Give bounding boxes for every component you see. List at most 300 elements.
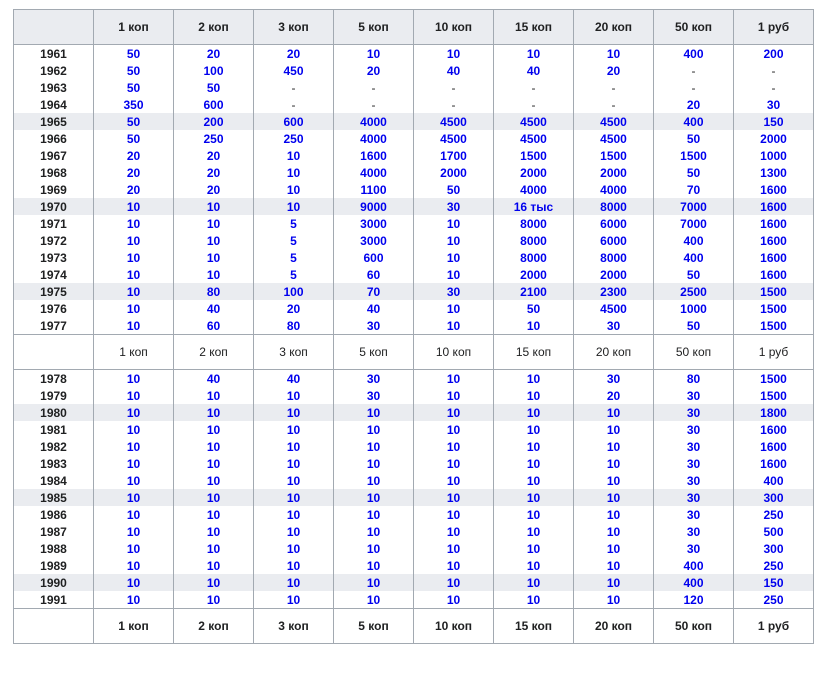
- price-cell: -: [494, 96, 574, 113]
- price-cell: 80: [254, 317, 334, 335]
- price-cell: 10: [414, 45, 494, 63]
- price-cell: 2000: [574, 164, 654, 181]
- year-cell: 1976: [14, 300, 94, 317]
- price-cell: 250: [254, 130, 334, 147]
- price-cell: 20: [94, 164, 174, 181]
- price-cell: 1100: [334, 181, 414, 198]
- table-section-1978-1991: [14, 370, 814, 609]
- denomination-footer: 3 коп: [254, 609, 334, 644]
- price-cell: 20: [574, 62, 654, 79]
- price-cell: -: [734, 79, 814, 96]
- price-cell: 9000: [334, 198, 414, 215]
- mid-header-section: [14, 335, 814, 370]
- table-row: [14, 164, 814, 181]
- price-cell: 10: [414, 421, 494, 438]
- year-cell: 1977: [14, 317, 94, 335]
- price-cell: -: [574, 79, 654, 96]
- price-cell: -: [654, 79, 734, 96]
- price-cell: 1000: [654, 300, 734, 317]
- header-row: [14, 10, 814, 45]
- price-cell: 1600: [734, 455, 814, 472]
- table-row: [14, 370, 814, 388]
- price-cell: 10: [254, 455, 334, 472]
- table-row: [14, 96, 814, 113]
- price-cell: 10: [574, 455, 654, 472]
- price-cell: 10: [174, 523, 254, 540]
- price-cell: -: [334, 79, 414, 96]
- year-cell: 1962: [14, 62, 94, 79]
- price-cell: 600: [334, 249, 414, 266]
- price-cell: 10: [414, 455, 494, 472]
- price-cell: 10: [494, 540, 574, 557]
- price-cell: 50: [94, 45, 174, 63]
- table-row: [14, 45, 814, 63]
- denomination-footer: 15 коп: [494, 609, 574, 644]
- price-cell: 10: [94, 232, 174, 249]
- table-row: [14, 113, 814, 130]
- price-cell: 50: [94, 113, 174, 130]
- price-cell: 4500: [494, 130, 574, 147]
- price-cell: 10: [494, 489, 574, 506]
- table-row: [14, 506, 814, 523]
- price-cell: 10: [574, 506, 654, 523]
- denomination-header: 2 коп: [174, 10, 254, 45]
- price-cell: 20: [654, 96, 734, 113]
- price-cell: 500: [734, 523, 814, 540]
- price-cell: 50: [94, 79, 174, 96]
- price-cell: 10: [254, 147, 334, 164]
- price-cell: 10: [94, 540, 174, 557]
- price-cell: 10: [174, 215, 254, 232]
- price-cell: 100: [174, 62, 254, 79]
- price-cell: 10: [174, 506, 254, 523]
- table-row: [14, 421, 814, 438]
- year-cell: 1989: [14, 557, 94, 574]
- year-cell: 1964: [14, 96, 94, 113]
- table-row: [14, 404, 814, 421]
- price-cell: 5: [254, 215, 334, 232]
- price-cell: 10: [574, 523, 654, 540]
- price-cell: -: [414, 79, 494, 96]
- table-row: [14, 472, 814, 489]
- year-cell: 1991: [14, 591, 94, 609]
- denomination-header: 50 коп: [654, 10, 734, 45]
- price-cell: 2500: [654, 283, 734, 300]
- price-cell: 10: [494, 574, 574, 591]
- year-cell: 1983: [14, 455, 94, 472]
- denomination-header: 15 коп: [494, 10, 574, 45]
- price-cell: 10: [254, 557, 334, 574]
- price-cell: 10: [414, 574, 494, 591]
- denomination-footer: 1 руб: [734, 609, 814, 644]
- price-cell: -: [414, 96, 494, 113]
- price-cell: 10: [494, 404, 574, 421]
- table-row: [14, 387, 814, 404]
- price-cell: 10: [334, 472, 414, 489]
- table-row: [14, 574, 814, 591]
- year-cell: 1961: [14, 45, 94, 63]
- price-cell: 10: [174, 421, 254, 438]
- price-cell: 3000: [334, 232, 414, 249]
- price-cell: 1600: [734, 181, 814, 198]
- price-cell: 10: [414, 387, 494, 404]
- price-cell: 4500: [414, 113, 494, 130]
- price-cell: 8000: [574, 198, 654, 215]
- price-cell: 400: [654, 45, 734, 63]
- price-cell: 30: [734, 96, 814, 113]
- table-section-1961-1977: [14, 45, 814, 335]
- denomination-footer: 10 коп: [414, 609, 494, 644]
- year-cell: 1963: [14, 79, 94, 96]
- price-cell: 10: [414, 404, 494, 421]
- denomination-header: 5 коп: [334, 10, 414, 45]
- denomination-footer: 50 коп: [654, 609, 734, 644]
- price-cell: 120: [654, 591, 734, 609]
- price-cell: 7000: [654, 215, 734, 232]
- price-cell: 10: [494, 591, 574, 609]
- price-cell: 50: [94, 130, 174, 147]
- price-cell: 10: [334, 45, 414, 63]
- price-cell: 10: [94, 489, 174, 506]
- price-cell: 1300: [734, 164, 814, 181]
- price-cell: 4500: [414, 130, 494, 147]
- table-row: [14, 317, 814, 335]
- price-cell: 1500: [734, 370, 814, 388]
- price-cell: 10: [94, 421, 174, 438]
- price-cell: 400: [734, 472, 814, 489]
- price-cell: 1600: [734, 249, 814, 266]
- price-cell: 30: [414, 283, 494, 300]
- price-cell: 10: [254, 523, 334, 540]
- price-cell: 10: [334, 404, 414, 421]
- price-cell: 30: [654, 523, 734, 540]
- price-cell: 40: [414, 62, 494, 79]
- price-cell: 10: [174, 198, 254, 215]
- year-cell: 1984: [14, 472, 94, 489]
- price-cell: 10: [94, 215, 174, 232]
- price-cell: 10: [334, 540, 414, 557]
- price-cell: 10: [414, 249, 494, 266]
- price-cell: 50: [94, 62, 174, 79]
- price-cell: 1600: [334, 147, 414, 164]
- price-cell: 2000: [494, 164, 574, 181]
- table-row: [14, 215, 814, 232]
- price-cell: 10: [574, 404, 654, 421]
- price-cell: 10: [174, 266, 254, 283]
- price-cell: 8000: [494, 215, 574, 232]
- price-cell: -: [334, 96, 414, 113]
- year-cell: 1986: [14, 506, 94, 523]
- price-cell: 10: [254, 438, 334, 455]
- price-cell: 10: [254, 489, 334, 506]
- price-cell: 10: [414, 370, 494, 388]
- price-cell: 6000: [574, 215, 654, 232]
- table-row: [14, 438, 814, 455]
- price-cell: 10: [254, 181, 334, 198]
- year-header-cell: [14, 609, 94, 644]
- price-cell: 16 тыс: [494, 198, 574, 215]
- price-cell: 10: [254, 387, 334, 404]
- price-cell: 600: [174, 96, 254, 113]
- price-cell: 4000: [494, 181, 574, 198]
- table-row: [14, 181, 814, 198]
- price-cell: 10: [174, 249, 254, 266]
- price-cell: 8000: [494, 232, 574, 249]
- price-cell: 10: [574, 557, 654, 574]
- price-cell: 400: [654, 249, 734, 266]
- price-cell: 350: [94, 96, 174, 113]
- year-cell: 1982: [14, 438, 94, 455]
- price-cell: 10: [254, 591, 334, 609]
- price-cell: 450: [254, 62, 334, 79]
- year-cell: 1971: [14, 215, 94, 232]
- table-row: [14, 300, 814, 317]
- price-cell: 10: [174, 557, 254, 574]
- price-cell: 1600: [734, 232, 814, 249]
- price-cell: 600: [254, 113, 334, 130]
- price-cell: 400: [654, 232, 734, 249]
- price-cell: 10: [574, 45, 654, 63]
- price-cell: 20: [174, 164, 254, 181]
- denomination-label: 10 коп: [414, 335, 494, 370]
- price-cell: 10: [414, 540, 494, 557]
- price-cell: 2300: [574, 283, 654, 300]
- denomination-label: 50 коп: [654, 335, 734, 370]
- price-cell: 10: [94, 557, 174, 574]
- price-cell: 20: [574, 387, 654, 404]
- price-cell: 80: [654, 370, 734, 388]
- year-cell: 1969: [14, 181, 94, 198]
- price-cell: 10: [414, 591, 494, 609]
- price-cell: 10: [94, 370, 174, 388]
- price-cell: 30: [334, 317, 414, 335]
- year-cell: 1974: [14, 266, 94, 283]
- price-cell: 30: [654, 438, 734, 455]
- price-cell: 4000: [574, 181, 654, 198]
- denomination-header: 10 коп: [414, 10, 494, 45]
- price-cell: 400: [654, 574, 734, 591]
- price-cell: 150: [734, 574, 814, 591]
- price-cell: 10: [494, 557, 574, 574]
- price-cell: 50: [654, 317, 734, 335]
- denomination-footer: 2 коп: [174, 609, 254, 644]
- table-row: [14, 79, 814, 96]
- year-cell: 1990: [14, 574, 94, 591]
- price-cell: 30: [654, 387, 734, 404]
- price-cell: 10: [94, 317, 174, 335]
- price-cell: 150: [734, 113, 814, 130]
- price-cell: 10: [414, 523, 494, 540]
- price-cell: 2000: [734, 130, 814, 147]
- price-cell: 10: [174, 404, 254, 421]
- price-cell: 10: [494, 45, 574, 63]
- price-cell: 1600: [734, 198, 814, 215]
- price-cell: -: [574, 96, 654, 113]
- price-cell: 10: [334, 438, 414, 455]
- price-cell: 30: [654, 404, 734, 421]
- table-row: [14, 62, 814, 79]
- price-cell: 10: [494, 472, 574, 489]
- table-row: [14, 130, 814, 147]
- price-cell: 2100: [494, 283, 574, 300]
- price-cell: 2000: [414, 164, 494, 181]
- price-cell: 10: [94, 266, 174, 283]
- price-cell: 2000: [494, 266, 574, 283]
- price-cell: 10: [174, 574, 254, 591]
- price-cell: 10: [334, 557, 414, 574]
- price-cell: 20: [254, 300, 334, 317]
- price-cell: 400: [654, 557, 734, 574]
- price-cell: 10: [574, 438, 654, 455]
- price-cell: -: [654, 62, 734, 79]
- price-cell: 100: [254, 283, 334, 300]
- price-cell: 4500: [574, 113, 654, 130]
- price-cell: 40: [334, 300, 414, 317]
- price-cell: 8000: [494, 249, 574, 266]
- price-cell: 20: [174, 147, 254, 164]
- footer-row: [14, 609, 814, 644]
- price-cell: 8000: [574, 249, 654, 266]
- denomination-label: 2 коп: [174, 335, 254, 370]
- price-cell: 10: [254, 506, 334, 523]
- price-cell: 30: [654, 421, 734, 438]
- price-cell: -: [494, 79, 574, 96]
- price-cell: 10: [94, 438, 174, 455]
- price-cell: 200: [174, 113, 254, 130]
- table-row: [14, 523, 814, 540]
- price-cell: 20: [334, 62, 414, 79]
- price-cell: 10: [94, 283, 174, 300]
- price-cell: 30: [654, 472, 734, 489]
- price-cell: 10: [94, 300, 174, 317]
- price-cell: 10: [574, 540, 654, 557]
- price-cell: 10: [254, 421, 334, 438]
- price-cell: 10: [94, 591, 174, 609]
- year-header-cell: [14, 10, 94, 45]
- price-cell: 30: [654, 455, 734, 472]
- price-cell: -: [254, 96, 334, 113]
- price-cell: 1500: [734, 387, 814, 404]
- price-cell: 1600: [734, 421, 814, 438]
- price-cell: 10: [414, 472, 494, 489]
- price-cell: 10: [254, 404, 334, 421]
- price-cell: 30: [574, 370, 654, 388]
- price-cell: 300: [734, 540, 814, 557]
- price-cell: 400: [654, 113, 734, 130]
- coin-price-table: [13, 9, 814, 644]
- denomination-label: 3 коп: [254, 335, 334, 370]
- price-cell: 10: [494, 370, 574, 388]
- price-cell: 300: [734, 489, 814, 506]
- price-cell: 50: [654, 266, 734, 283]
- denomination-header: 20 коп: [574, 10, 654, 45]
- price-cell: 5: [254, 266, 334, 283]
- price-cell: 30: [654, 489, 734, 506]
- price-cell: 20: [174, 45, 254, 63]
- price-cell: 10: [174, 472, 254, 489]
- price-cell: 10: [174, 540, 254, 557]
- price-cell: 40: [254, 370, 334, 388]
- price-cell: 4500: [574, 130, 654, 147]
- price-cell: 1000: [734, 147, 814, 164]
- price-cell: 10: [574, 472, 654, 489]
- price-cell: 10: [174, 591, 254, 609]
- table-row: [14, 540, 814, 557]
- price-cell: 10: [254, 198, 334, 215]
- denomination-footer: 1 коп: [94, 609, 174, 644]
- price-cell: 70: [334, 283, 414, 300]
- year-cell: 1988: [14, 540, 94, 557]
- price-cell: 50: [414, 181, 494, 198]
- price-cell: 4000: [334, 130, 414, 147]
- price-cell: 20: [94, 181, 174, 198]
- denomination-label: 5 коп: [334, 335, 414, 370]
- price-cell: 1500: [734, 317, 814, 335]
- price-cell: 2000: [574, 266, 654, 283]
- price-cell: 4000: [334, 164, 414, 181]
- price-cell: 3000: [334, 215, 414, 232]
- mid-header-row: [14, 335, 814, 370]
- denomination-label: 20 коп: [574, 335, 654, 370]
- price-cell: 10: [94, 574, 174, 591]
- denomination-label: 15 коп: [494, 335, 574, 370]
- table-row: [14, 557, 814, 574]
- price-cell: 40: [174, 300, 254, 317]
- price-cell: 10: [94, 455, 174, 472]
- price-cell: 50: [174, 79, 254, 96]
- table-row: [14, 489, 814, 506]
- price-cell: 10: [174, 438, 254, 455]
- price-cell: 4000: [334, 113, 414, 130]
- price-cell: 1700: [414, 147, 494, 164]
- price-cell: 10: [494, 317, 574, 335]
- price-cell: 10: [414, 266, 494, 283]
- price-cell: 10: [574, 421, 654, 438]
- price-cell: 30: [574, 317, 654, 335]
- year-cell: 1981: [14, 421, 94, 438]
- year-cell: 1967: [14, 147, 94, 164]
- price-cell: 10: [334, 421, 414, 438]
- price-cell: 20: [94, 147, 174, 164]
- price-cell: 10: [174, 455, 254, 472]
- price-cell: 30: [654, 506, 734, 523]
- price-cell: 4500: [574, 300, 654, 317]
- price-cell: 10: [334, 455, 414, 472]
- price-cell: 10: [414, 489, 494, 506]
- price-cell: 80: [174, 283, 254, 300]
- price-cell: 1500: [574, 147, 654, 164]
- price-cell: 1600: [734, 438, 814, 455]
- price-cell: 10: [574, 574, 654, 591]
- price-cell: 20: [254, 45, 334, 63]
- year-cell: 1966: [14, 130, 94, 147]
- price-cell: 10: [174, 232, 254, 249]
- price-cell: -: [254, 79, 334, 96]
- table-row: [14, 591, 814, 609]
- price-cell: 10: [94, 472, 174, 489]
- year-cell: 1978: [14, 370, 94, 388]
- price-cell: -: [734, 62, 814, 79]
- denomination-label: 1 руб: [734, 335, 814, 370]
- price-cell: 10: [334, 523, 414, 540]
- year-cell: 1985: [14, 489, 94, 506]
- price-cell: 10: [94, 404, 174, 421]
- price-cell: 10: [94, 249, 174, 266]
- price-cell: 70: [654, 181, 734, 198]
- price-cell: 10: [494, 523, 574, 540]
- year-cell: 1973: [14, 249, 94, 266]
- year-cell: 1975: [14, 283, 94, 300]
